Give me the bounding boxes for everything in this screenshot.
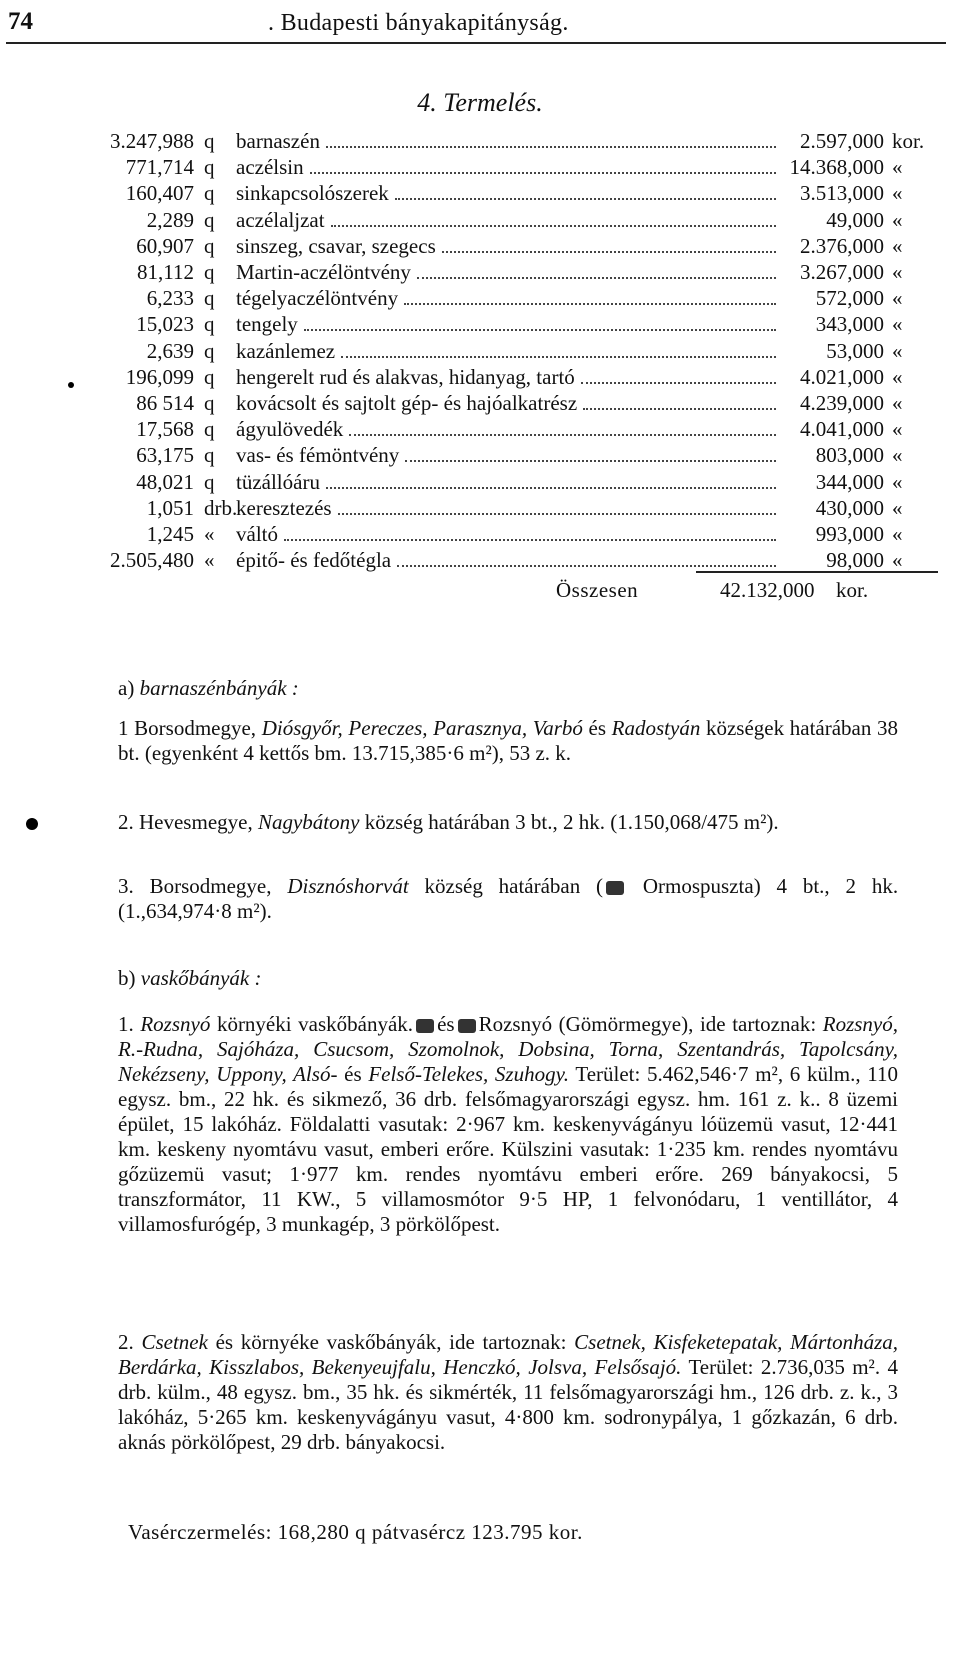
dot-leader	[341, 356, 776, 358]
production-currency: «	[892, 286, 903, 311]
production-description: Martin-aczélöntvény	[236, 260, 411, 285]
production-description-cell	[236, 547, 776, 573]
dot-leader	[395, 198, 776, 200]
production-row	[82, 442, 942, 468]
margin-dot	[68, 382, 74, 388]
production-value: 3.513,000	[800, 181, 884, 206]
production-quantity: 160,407	[125, 181, 194, 206]
production-unit: q	[204, 286, 215, 311]
subsection-a-prefix: a)	[118, 676, 135, 700]
production-currency: «	[892, 312, 903, 337]
production-row	[82, 285, 942, 311]
production-description: sinkapcsolószerek	[236, 181, 389, 206]
production-description-cell	[236, 521, 776, 547]
b-item-1-number: 1.	[118, 1012, 134, 1036]
production-row	[82, 364, 942, 390]
margin-bullet	[26, 818, 38, 830]
production-row	[82, 259, 942, 285]
b-item-1-details: Terület: 5.462,546·7 m², 6 külm., 110 egysz. bm., 22 hk. és sikmező, 36 drb. felsőmagyarországi egysz. hm. 161 z. k.. 8 üzemi épület, 15 lakóház. Földalatti vasutak: 2·967 km. keskenyvágányu lóüzemü vasut, 12·441 km. keskeny nyomtávu vasut, emberi erőre. Külszini vasutak: 1·235 km. rendes nyomtávu gőzüzemü vasut; 1·977 km. rendes nyomtávu emberi erőre. 269 bányakocsi, 5 transzformátor, 11 KW., 5 villamosmótor 9·5 HP, 1 felvonódaru, 1 ventillátor, 4 villamosfurógép, 3 munkagép, 3 pörkölőpest.	[118, 1062, 899, 1236]
production-row	[82, 128, 942, 154]
railway-station-icon	[606, 881, 624, 895]
railway-station-icon	[458, 1019, 476, 1033]
production-currency: «	[892, 417, 903, 442]
post-office-icon	[416, 1019, 434, 1033]
production-quantity: 63,175	[136, 443, 194, 468]
production-currency: «	[892, 155, 903, 180]
b-item-1-and: és	[437, 1012, 455, 1036]
dot-leader	[304, 329, 776, 331]
production-description: épitő- és fedőtégla	[236, 548, 392, 573]
a-item-1-place-2: Radostyán	[611, 716, 701, 740]
production-value: 53,000	[826, 338, 884, 363]
b-item-1-town: Rozsnyó	[140, 1012, 211, 1036]
production-quantity: 1,051	[146, 495, 194, 520]
production-currency: «	[892, 443, 903, 468]
production-row	[82, 468, 942, 494]
production-description-cell	[236, 311, 776, 337]
production-row	[82, 416, 942, 442]
a-item-2-place: Nagybátony	[257, 810, 360, 834]
dot-leader	[405, 460, 776, 462]
production-unit: q	[204, 129, 215, 154]
production-value: 4.041,000	[800, 417, 884, 442]
production-quantity: 771,714	[125, 155, 194, 180]
production-description: tüzállóáru	[236, 469, 320, 494]
production-currency: «	[892, 364, 903, 389]
production-unit: q	[204, 443, 215, 468]
production-value: 14.368,000	[789, 155, 884, 180]
a-item-1-and: és	[588, 716, 607, 740]
production-quantity: 17,568	[136, 417, 194, 442]
production-unit: q	[204, 260, 215, 285]
a-item-2-number: 2.	[118, 810, 134, 834]
production-description: keresztezés	[236, 495, 332, 520]
production-description-cell	[236, 442, 776, 468]
total-label: Összesen	[556, 578, 639, 602]
production-row	[82, 180, 942, 206]
production-unit: q	[204, 417, 215, 442]
production-currency: «	[892, 260, 903, 285]
a-item-3-place: Disznóshorvát	[287, 874, 409, 898]
production-description: barnaszén	[236, 129, 320, 154]
production-quantity: 2,289	[146, 207, 194, 232]
a-item-3-text: község határában (	[424, 874, 604, 898]
production-unit: q	[204, 233, 215, 258]
dot-leader	[331, 225, 776, 227]
production-unit: q	[204, 338, 215, 363]
b-item-2-town: Csetnek	[141, 1330, 208, 1354]
production-row	[82, 311, 942, 337]
production-value: 803,000	[815, 443, 884, 468]
dot-leader	[397, 565, 776, 567]
production-description-cell	[236, 180, 776, 206]
production-quantity: 2,639	[146, 338, 194, 363]
total-value: 42.132,000	[720, 578, 815, 602]
subsection-a-heading	[118, 676, 299, 701]
b-item-1	[118, 1012, 898, 1237]
production-currency: «	[892, 495, 903, 520]
production-value: 2.597,000	[800, 129, 884, 154]
production-unit: «	[204, 521, 215, 546]
a-item-1-number: 1	[118, 716, 129, 740]
production-value: 4.239,000	[800, 390, 884, 415]
a-item-3	[118, 874, 898, 924]
production-description: vas- és fémöntvény	[236, 443, 400, 468]
production-row	[82, 207, 942, 233]
production-value: 993,000	[815, 521, 884, 546]
production-currency: «	[892, 469, 903, 494]
subsection-a-title: barnaszénbányák :	[139, 676, 299, 700]
dot-leader	[583, 408, 776, 410]
a-item-1-places: Diósgyőr, Pereczes, Parasznya, Varbó	[261, 716, 583, 740]
b-item-2-details: Terület: 2.736,035 m². 4 drb. külm., 48 egysz. bm., 35 hk. és sikmérték, 11 felsőmagyarországi hm., 126 drb. z. k., 3 lakóház, 5·265 km. keskenyvágányu vasut, 4·800 km. sodronypálya, 1 gőzkazán, 6 drb. aknás pörkölőpest, 29 drb. bányakocsi.	[118, 1355, 898, 1454]
production-row	[82, 154, 942, 180]
a-item-1-details: községek határában 38 bt. (egyenként 4 kettős bm. 13.715,385·6 m²), 53 z. k.	[118, 716, 898, 765]
a-item-2	[118, 810, 898, 835]
production-currency: «	[892, 233, 903, 258]
production-row	[82, 338, 942, 364]
production-quantity: 3.247,988	[110, 129, 194, 154]
subsection-b-heading	[118, 966, 261, 991]
dot-leader	[326, 146, 776, 148]
a-item-1-county: Borsodmegye,	[134, 716, 257, 740]
production-description-cell	[236, 207, 776, 233]
production-value: 98,000	[826, 548, 884, 573]
production-value: 2.376,000	[800, 233, 884, 258]
production-unit: q	[204, 312, 215, 337]
b-item-2-places: Csetnek, Kisfeketepatak, Mártonháza, Berdárka, Kisszlabos, Bekenyeujfalu, Henczkó, Jolsva, Felsősajó.	[118, 1330, 899, 1379]
b-item-1-places: Rozsnyó, R.-Rudna, Sajóháza, Csucsom, Szomolnok, Dobsina, Torna, Szentandrás, Tapolcsány, Nekézseny, Uppony, Alsó-	[118, 1012, 898, 1086]
production-row	[82, 233, 942, 259]
a-item-3-details: 4 bt., 2 hk. (1.,634,974·8 m²).	[118, 874, 899, 923]
dot-leader	[404, 303, 776, 305]
a-item-3-county: Borsodmegye,	[149, 874, 272, 898]
b-item-1-text-1: környéki vaskőbányák.	[216, 1012, 414, 1036]
b-item-2-text: és környéke vaskőbányák, ide tartoznak:	[215, 1330, 567, 1354]
production-value: 4.021,000	[800, 364, 884, 389]
production-value: 49,000	[826, 207, 884, 232]
total-currency: kor.	[836, 578, 869, 602]
production-currency: kor.	[892, 129, 925, 154]
production-currency: «	[892, 207, 903, 232]
production-description: ágyulövedék	[236, 417, 344, 442]
production-unit: drb.	[204, 495, 238, 520]
production-row	[82, 495, 942, 521]
running-head: . Budapesti bányakapitányság.	[268, 10, 569, 36]
production-description-cell	[236, 285, 776, 311]
production-unit: q	[204, 469, 215, 494]
production-description-cell	[236, 128, 776, 154]
production-value: 572,000	[815, 286, 884, 311]
production-unit: q	[204, 364, 215, 389]
production-value: 430,000	[815, 495, 884, 520]
a-item-2-details: község határában 3 bt., 2 hk. (1.150,068/475 m²).	[364, 810, 779, 834]
production-description: sinszeg, csavar, szegecs	[236, 233, 436, 258]
a-item-2-county: Hevesmegye,	[139, 810, 253, 834]
production-table	[82, 128, 942, 573]
production-description-cell	[236, 364, 776, 390]
dot-leader	[581, 382, 776, 384]
production-description: kazánlemez	[236, 338, 336, 363]
b-item-2-number: 2.	[118, 1330, 134, 1354]
production-description: váltó	[236, 521, 278, 546]
production-quantity: 60,907	[136, 233, 194, 258]
production-quantity: 15,023	[136, 312, 194, 337]
footer-summary: Vasérczermelés: 168,280 q pátvasércz 123.795 kor.	[128, 1520, 583, 1544]
production-quantity: 81,112	[137, 260, 194, 285]
dot-leader	[326, 487, 776, 489]
subsection-b-prefix: b)	[118, 966, 136, 990]
production-description-cell	[236, 416, 776, 442]
dot-leader	[417, 277, 776, 279]
production-description-cell	[236, 338, 776, 364]
production-unit: q	[204, 181, 215, 206]
b-item-1-and-2: és	[344, 1062, 362, 1086]
production-description-cell	[236, 390, 776, 416]
production-quantity: 48,021	[136, 469, 194, 494]
production-row	[82, 521, 942, 547]
production-quantity: 196,099	[125, 364, 194, 389]
production-row	[82, 390, 942, 416]
page-number: 74	[8, 8, 33, 35]
production-quantity: 2.505,480	[110, 548, 194, 573]
production-description-cell	[236, 259, 776, 285]
production-description-cell	[236, 154, 776, 180]
production-quantity: 6,233	[146, 286, 194, 311]
b-item-2	[118, 1330, 898, 1455]
production-currency: «	[892, 548, 903, 573]
production-unit: q	[204, 155, 215, 180]
production-description: kovácsolt és sajtolt gép- és hajóalkatrész	[236, 390, 578, 415]
production-currency: «	[892, 521, 903, 546]
production-description: tengely	[236, 312, 298, 337]
production-unit: q	[204, 390, 215, 415]
production-description: tégelyaczélöntvény	[236, 286, 399, 311]
production-currency: «	[892, 338, 903, 363]
dot-leader	[284, 539, 776, 541]
production-description: hengerelt rud és alakvas, hidanyag, tartó	[236, 364, 575, 389]
production-unit: q	[204, 207, 215, 232]
production-quantity: 1,245	[146, 521, 194, 546]
a-item-3-place-2: Ormospuszta)	[642, 874, 761, 898]
page-header	[6, 6, 946, 44]
section-title: 4. Termelés.	[417, 88, 543, 117]
production-description: aczélsin	[236, 155, 304, 180]
production-description: aczélaljzat	[236, 207, 325, 232]
production-value: 343,000	[815, 312, 884, 337]
production-description-cell	[236, 469, 776, 495]
production-row	[82, 547, 942, 573]
a-item-3-number: 3.	[118, 874, 134, 898]
production-description-cell	[236, 233, 776, 259]
dot-leader	[349, 434, 776, 436]
production-currency: «	[892, 390, 903, 415]
dot-leader	[338, 513, 776, 515]
production-quantity: 86 514	[136, 390, 194, 415]
dot-leader	[310, 172, 776, 174]
b-item-1-text-3: Rozsnyó (Gömörmegye), ide tartoznak:	[478, 1012, 817, 1036]
production-unit: «	[204, 548, 215, 573]
production-currency: «	[892, 181, 903, 206]
a-item-1	[118, 716, 898, 766]
dot-leader	[442, 251, 776, 253]
subsection-b-title: vaskőbányák :	[140, 966, 262, 990]
production-description-cell	[236, 495, 776, 521]
production-value: 344,000	[815, 469, 884, 494]
total-rule	[696, 571, 938, 573]
b-item-1-places-2: Felső-Telekes, Szuhogy.	[368, 1062, 570, 1086]
production-value: 3.267,000	[800, 260, 884, 285]
